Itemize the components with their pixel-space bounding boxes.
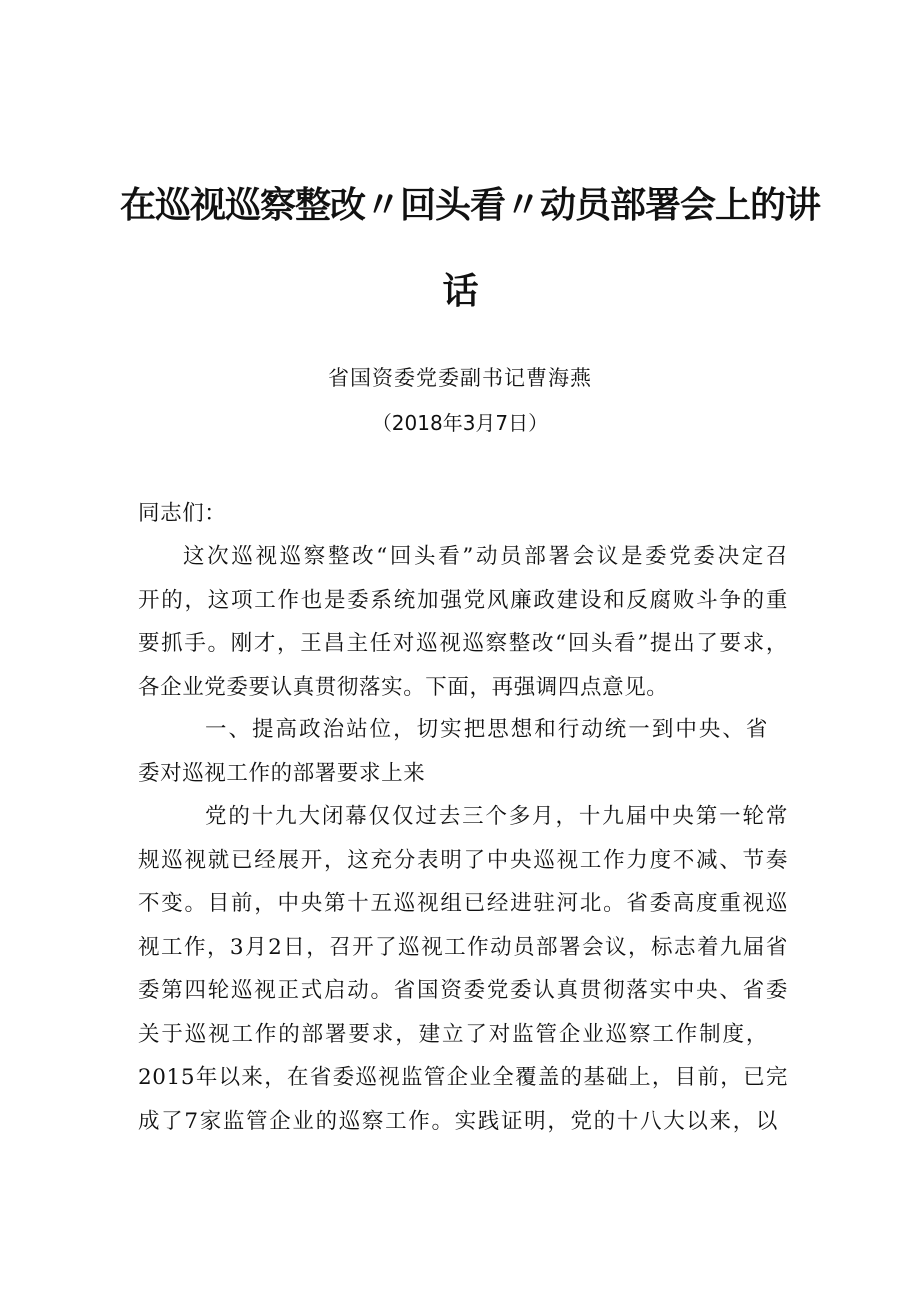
paragraph-2-line: 视工作，3月2日，召开了巡视工作动员部署会议，标志着九届省 <box>138 935 788 960</box>
title-line-1: 在巡视巡察整改〃回头看〃动员部署会上的讲 <box>120 185 821 226</box>
title-line-2: 话 <box>442 271 478 312</box>
paragraph-2-line: 委第四轮巡视正式启动。省国资委党委认真贯彻落实中央、省委 <box>138 978 788 1003</box>
paragraph-2-line: 成了7家监管企业的巡察工作。实践证明，党的十八大以来，以 <box>138 1109 778 1134</box>
paragraph-2-line: 不变。目前，中央第十五巡视组已经进驻河北。省委高度重视巡 <box>138 891 788 916</box>
paragraph-1-line: 各企业党委要认真贯彻落实。下面，再强调四点意见。 <box>138 675 669 700</box>
paragraph-2-line: 关于巡视工作的部署要求，建立了对监管企业巡察工作制度， <box>138 1022 768 1047</box>
heading-1-line: 委对巡视工作的部署要求上来 <box>138 761 426 786</box>
salutation: 同志们： <box>138 501 227 526</box>
paragraph-2-line: 规巡视就已经展开，这充分表明了中央巡视工作力度不减、节奏 <box>138 848 788 873</box>
paragraph-1-line: 要抓手。刚才，王昌主任对巡视巡察整改“回头看”提出了要求， <box>138 631 788 656</box>
paragraph-2-line: 2015年以来，在省委巡视监管企业全覆盖的基础上，目前，已完 <box>138 1065 788 1090</box>
paragraph-1-line: 这次巡视巡察整改“回头看”动员部署会议是委党委决定召 <box>183 544 788 569</box>
paragraph-2-line: 党的十九大闭幕仅仅过去三个多月，十九届中央第一轮常 <box>205 804 788 829</box>
date-line: （2018年3月7日） <box>371 411 549 435</box>
author-line: 省国资委党委副书记曹海燕 <box>328 366 592 390</box>
heading-1-line: 一、提高政治站位，切实把思想和行动统一到中央、省 <box>205 717 768 742</box>
paragraph-1-line: 开的，这项工作也是委系统加强党风廉政建设和反腐败斗争的重 <box>138 588 788 613</box>
